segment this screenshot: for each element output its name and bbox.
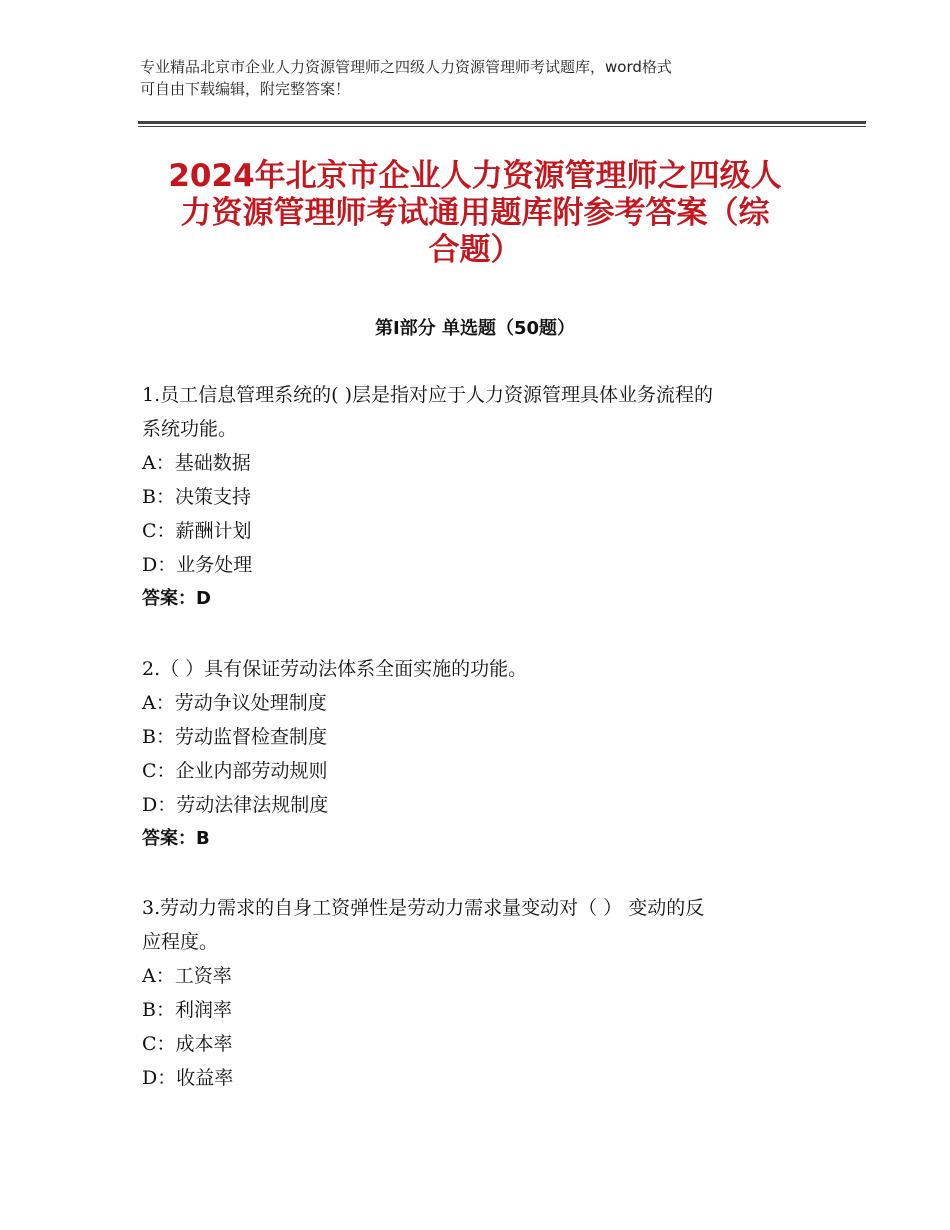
question-3 — [142, 891, 822, 1095]
option-b: B：利润率 — [142, 999, 232, 1021]
option-b: B：决策支持 — [142, 486, 251, 508]
stem-line: 应程度。 — [142, 931, 219, 953]
header-divider-thin — [138, 126, 866, 127]
section-title: 第Ⅰ部分 单选题（50题） — [374, 318, 575, 339]
header-note-line: 专业精品北京市企业人力资源管理师之四级人力资源管理师考试题库，word格式 — [140, 58, 672, 76]
answer: 答案：B — [142, 828, 210, 849]
title-line: 2024年北京市企业人力资源管理师之四级人 — [168, 158, 782, 194]
stem-line: 2.（ ）具有保证劳动法体系全面实施的功能。 — [142, 658, 528, 680]
option-d: D：业务处理 — [142, 554, 253, 576]
option-d: D：劳动法律法规制度 — [142, 794, 329, 816]
title-line: 合题） — [428, 232, 522, 268]
stem-line: 3.劳动力需求的自身工资弹性是劳动力需求量变动对（ ） 变动的反 — [142, 897, 705, 919]
question-stem — [142, 891, 822, 959]
header-note-line: 可自由下载编辑，附完整答案！ — [140, 80, 351, 98]
option-a: A：基础数据 — [142, 452, 251, 474]
option-c: C：成本率 — [142, 1033, 233, 1055]
option-a: A：劳动争议处理制度 — [142, 692, 327, 714]
option-b: B：劳动监督检查制度 — [142, 726, 327, 748]
document-title — [120, 158, 830, 269]
answer: 答案：D — [142, 588, 211, 609]
option-a: A：工资率 — [142, 965, 232, 987]
question-2 — [142, 652, 822, 856]
option-c: C：薪酬计划 — [142, 520, 252, 542]
question-stem — [142, 652, 822, 686]
question-stem — [142, 378, 822, 446]
stem-line: 系统功能。 — [142, 418, 238, 440]
option-c: C：企业内部劳动规则 — [142, 760, 328, 782]
option-d: D：收益率 — [142, 1067, 234, 1089]
header-divider — [138, 121, 866, 124]
title-line: 力资源管理师考试通用题库附参考答案（综 — [180, 195, 770, 231]
header-note — [140, 56, 820, 100]
stem-line: 1.员工信息管理系统的( )层是指对应于人力资源管理具体业务流程的 — [142, 384, 713, 406]
question-1 — [142, 378, 822, 616]
